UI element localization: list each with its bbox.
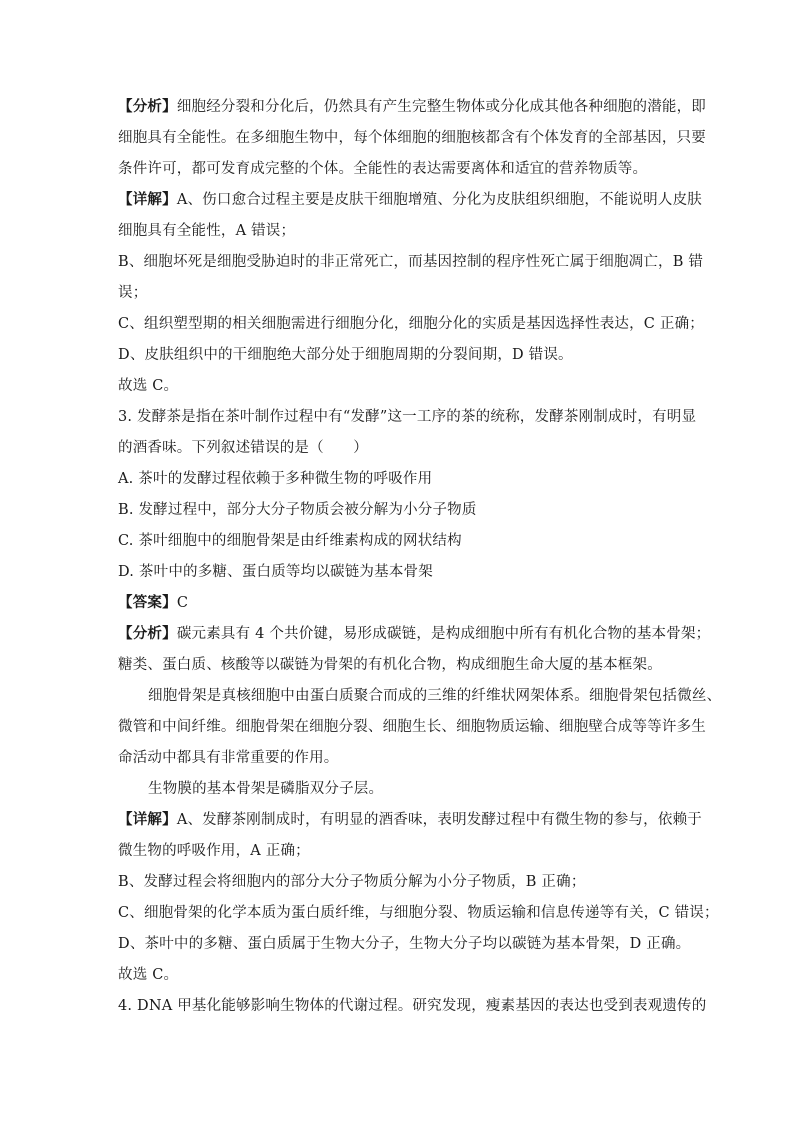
line-text: 条件许可，都可发育成完整的个体。全能性的表达需要离体和适宜的营养物质等。: [118, 161, 648, 177]
text-line: [118, 562, 433, 582]
line-text: 故选 C。: [118, 378, 179, 394]
text-line: [118, 159, 647, 179]
text-line: [118, 97, 706, 117]
line-text: C. 茶叶细胞中的细胞骨架是由纤维素构成的网状结构: [118, 533, 462, 549]
text-line: [118, 438, 368, 458]
line-text: 3. 发酵茶是指在茶叶制作过程中有“发酵”这一工序的茶的统称，发酵茶刚制成时，有明显: [118, 409, 697, 425]
section-tag: 【详解】: [118, 191, 177, 208]
text-line: [148, 686, 721, 706]
line-text: 生物膜的基本骨架是磷脂双分子层。: [148, 781, 384, 797]
text-line: [118, 965, 178, 985]
text-line: [118, 314, 704, 334]
line-text: A. 茶叶的发酵过程依赖于多种微生物的呼吸作用: [118, 471, 433, 487]
text-line: [148, 779, 383, 799]
line-text: 碳元素具有 4 个共价键，易形成碳链，是构成细胞中所有有机化合物的基本骨架；: [176, 626, 711, 642]
text-line: [118, 469, 432, 489]
text-line: [118, 252, 703, 272]
line-text: D. 茶叶中的多糖、蛋白质等均以碳链为基本骨架: [118, 564, 433, 580]
line-text: D、茶叶中的多糖、蛋白质属于生物大分子，生物大分子均以碳链为基本骨架，D 正确。: [118, 936, 691, 952]
section-tag: 【分析】: [118, 98, 177, 115]
line-text: B、细胞坏死是细胞受胁迫时的非正常死亡，而基因控制的程序性死亡属于细胞凋亡，B 错: [118, 254, 704, 270]
text-line: [118, 221, 295, 241]
line-text: 糖类、蛋白质、核酸等以碳链为骨架的有机化合物，构成细胞生命大厦的基本框架。: [118, 657, 662, 673]
line-text: 的酒香味。下列叙述错误的是（ ）: [118, 440, 368, 456]
section-tag: 【分析】: [118, 625, 177, 642]
text-line: [118, 283, 147, 303]
line-text: 故选 C。: [118, 967, 179, 983]
text-line: [118, 810, 702, 830]
line-text: B、发酵过程会将细胞内的部分大分子物质分解为小分子物质，B 正确；: [118, 874, 586, 890]
line-text: C: [176, 595, 189, 611]
line-text: 微管和中间纤维。细胞骨架在细胞分裂、细胞生长、细胞物质运输、细胞壁合成等等许多生: [118, 719, 706, 735]
line-text: C、细胞骨架的化学本质为蛋白质纤维，与细胞分裂、物质运输和信息传递等有关，C 错误；: [118, 905, 719, 921]
line-text: 细胞经分裂和分化后，仍然具有产生完整生物体或分化成其他各种细胞的潜能，即: [176, 99, 707, 115]
text-line: [118, 128, 706, 148]
text-line: [118, 345, 573, 365]
line-text: 细胞骨架是真核细胞中由蛋白质聚合而成的三维的纤维状网架体系。细胞骨架包括微丝、: [148, 688, 722, 704]
text-line: [118, 655, 662, 675]
text-line: [118, 996, 706, 1016]
text-line: [118, 748, 339, 768]
text-line: [118, 407, 696, 427]
line-text: 误；: [118, 285, 148, 301]
text-line: [118, 841, 310, 861]
text-line: [118, 903, 719, 923]
text-line: [118, 531, 462, 551]
line-text: C、组织塑型期的相关细胞需进行细胞分化，细胞分化的实质是基因选择性表达，C 正确；: [118, 316, 704, 332]
text-line: [118, 934, 690, 954]
text-line: [118, 624, 710, 644]
line-text: 细胞具有全能性。在多细胞生物中，每个体细胞的细胞核都含有个体发育的全部基因，只要: [118, 130, 706, 146]
line-text: 细胞具有全能性，A 错误；: [118, 223, 296, 239]
line-text: B. 发酵过程中，部分大分子物质会被分解为小分子物质: [118, 502, 477, 518]
line-text: A、发酵茶刚制成时，有明显的酒香味，表明发酵过程中有微生物的参与，依赖于: [176, 812, 702, 828]
line-text: 命活动中都具有非常重要的作用。: [118, 750, 339, 766]
text-line: [118, 190, 702, 210]
line-text: 4. DNA 甲基化能够影响生物体的代谢过程。研究发现，瘦素基因的表达也受到表观遗传的: [118, 998, 707, 1014]
line-text: D、皮肤组织中的干细胞绝大部分处于细胞周期的分裂间期，D 错误。: [118, 347, 573, 363]
text-line: [118, 593, 188, 613]
section-tag: 【答案】: [118, 594, 177, 611]
text-line: [118, 376, 178, 396]
text-line: [118, 872, 586, 892]
text-line: [118, 717, 706, 737]
text-line: [118, 500, 477, 520]
line-text: 微生物的呼吸作用，A 正确；: [118, 843, 310, 859]
line-text: A、伤口愈合过程主要是皮肤干细胞增殖、分化为皮肤组织细胞，不能说明人皮肤: [176, 192, 702, 208]
section-tag: 【详解】: [118, 811, 177, 828]
